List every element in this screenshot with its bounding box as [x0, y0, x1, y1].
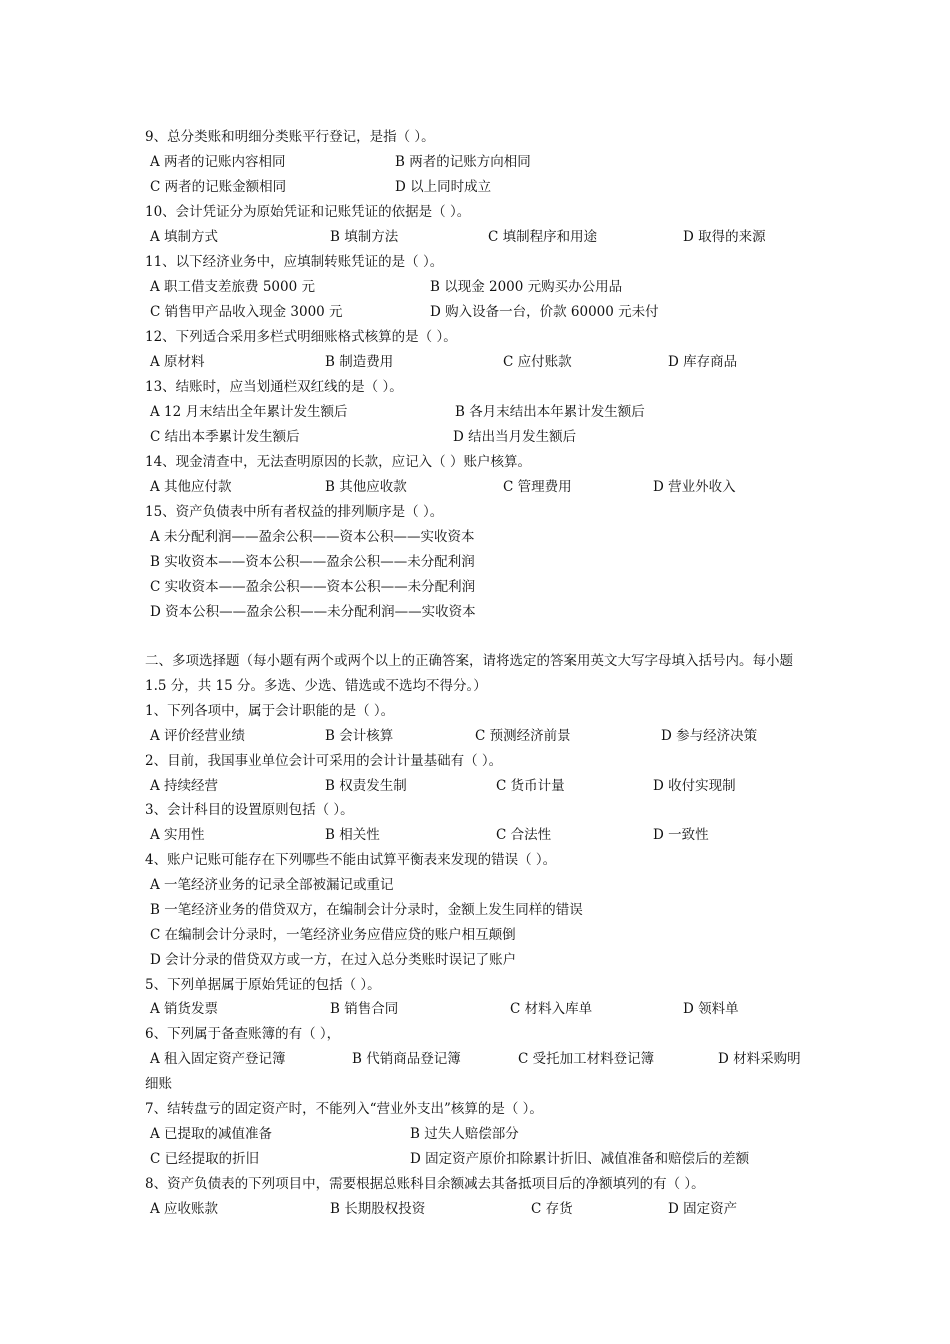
option-d: D 结出当月发生额后 [453, 429, 577, 445]
multi-question-5: 5、下列单据属于原始凭证的包括（ ）。 [145, 977, 381, 993]
option-b: B 制造费用 [325, 354, 394, 370]
section-2-heading: 二、多项选择题（每小题有两个或两个以上的正确答案，请将选定的答案用英文大写字母填入括号内。每小题 1.5 分，共 15 分。多选、少选、错选或不选均不得分。） [145, 653, 793, 694]
option-c: C 在编制会计分录时，一笔经济业务应借应贷的账户相互颠倒 [150, 927, 516, 943]
option-d: D 取得的来源 [683, 229, 766, 245]
option-c: C 销售甲产品收入现金 3000 元 [150, 304, 343, 320]
question-12: 12、下列适合采用多栏式明细账格式核算的是（ ）。 [145, 329, 457, 345]
question-10: 10、会计凭证分为原始凭证和记账凭证的依据是（ ）。 [145, 204, 471, 220]
option-c: C 应付账款 [503, 354, 572, 370]
option-b: B 权责发生制 [325, 778, 407, 794]
option-d: D 库存商品 [668, 354, 738, 370]
option-a: A 原材料 [150, 354, 205, 370]
option-c: C 已经提取的折旧 [150, 1151, 260, 1167]
option-c: C 存货 [531, 1201, 573, 1217]
option-b: B 一笔经济业务的借贷双方，在编制会计分录时，金额上发生同样的错误 [150, 902, 583, 918]
option-b: B 其他应收款 [325, 479, 407, 495]
option-a: A 租入固定资产登记簿 [150, 1051, 286, 1067]
option-b: B 代销商品登记簿 [352, 1051, 461, 1067]
option-b: B 各月末结出本年累计发生额后 [455, 404, 645, 420]
option-a: A 填制方式 [150, 229, 219, 245]
option-b: B 长期股权投资 [330, 1201, 426, 1217]
option-c: C 填制程序和用途 [488, 229, 598, 245]
question-9: 9、总分类账和明细分类账平行登记，是指（ ）。 [145, 129, 435, 145]
option-a: A 两者的记账内容相同 [150, 154, 286, 170]
option-d: D 资本公积——盈余公积——未分配利润——实收资本 [150, 604, 476, 620]
option-d: D 一致性 [653, 827, 709, 843]
option-c: C 结出本季累计发生额后 [150, 429, 300, 445]
option-a: A 销货发票 [150, 1001, 219, 1017]
option-b: B 过失人赔偿部分 [410, 1126, 519, 1142]
option-a: A 一笔经济业务的记录全部被漏记或重记 [150, 877, 394, 893]
option-c: C 两者的记账金额相同 [150, 179, 287, 195]
multi-question-2: 2、目前，我国事业单位会计可采用的会计计量基础有（ ）。 [145, 753, 503, 769]
option-a: A 职工借支差旅费 5000 元 [150, 279, 315, 295]
option-c: C 实收资本——盈余公积——资本公积——未分配利润 [150, 579, 476, 595]
option-b: B 会计核算 [325, 728, 394, 744]
option-c: C 受托加工材料登记簿 [518, 1051, 655, 1067]
option-d: D 收付实现制 [653, 778, 736, 794]
question-15: 15、资产负债表中所有者权益的排列顺序是（ ）。 [145, 504, 444, 520]
option-a: A 评价经营业绩 [150, 728, 246, 744]
option-d: D 固定资产原价扣除累计折旧、减值准备和赔偿后的差额 [410, 1151, 750, 1167]
option-b: B 两者的记账方向相同 [395, 154, 531, 170]
option-b: B 相关性 [325, 827, 380, 843]
multi-question-6: 6、下列属于备查账簿的有（ ）， [145, 1026, 341, 1042]
option-d: D 领料单 [683, 1001, 739, 1017]
option-a: A 未分配利润——盈余公积——资本公积——实收资本 [150, 529, 475, 545]
option-d: D 材料采购明 [718, 1051, 801, 1067]
option-b: B 以现金 2000 元购买办公用品 [430, 279, 623, 295]
question-11: 11、以下经济业务中，应填制转账凭证的是（ ）。 [145, 254, 444, 270]
option-a: A 应收账款 [150, 1201, 219, 1217]
option-d: D 参与经济决策 [661, 728, 758, 744]
option-b: B 填制方法 [330, 229, 399, 245]
option-a: A 已提取的减值准备 [150, 1126, 273, 1142]
option-b: B 销售合同 [330, 1001, 399, 1017]
option-d: D 固定资产 [668, 1201, 738, 1217]
multi-question-7: 7、结转盘亏的固定资产时，不能列入“营业外支出”核算的是（ ）。 [145, 1101, 543, 1117]
question-13: 13、结账时，应当划通栏双红线的是（ ）。 [145, 379, 403, 395]
multi-question-8: 8、资产负债表的下列项目中，需要根据总账科目余额减去其备抵项目后的净额填列的有（ ）。 [145, 1176, 705, 1192]
option-d: D 营业外收入 [653, 479, 736, 495]
option-d-continuation: 细账 [145, 1076, 172, 1092]
multi-question-3: 3、会计科目的设置原则包括（ ）。 [145, 802, 354, 818]
option-c: C 货币计量 [496, 778, 565, 794]
multi-question-1: 1、下列各项中，属于会计职能的是（ ）。 [145, 703, 395, 719]
option-c: C 预测经济前景 [475, 728, 571, 744]
question-14: 14、现金清查中，无法查明原因的长款，应记入（ ）账户核算。 [145, 454, 531, 470]
option-b: B 实收资本——资本公积——盈余公积——未分配利润 [150, 554, 475, 570]
option-d: D 会计分录的借贷双方或一方，在过入总分类账时误记了账户 [150, 952, 517, 968]
multi-question-4: 4、账户记账可能存在下列哪些不能由试算平衡表来发现的错误（ ）。 [145, 852, 557, 868]
option-a: A 持续经营 [150, 778, 219, 794]
option-c: C 管理费用 [503, 479, 572, 495]
option-a: A 实用性 [150, 827, 205, 843]
option-a: A 其他应付款 [150, 479, 232, 495]
option-c: C 材料入库单 [510, 1001, 593, 1017]
option-c: C 合法性 [496, 827, 552, 843]
option-d: D 购入设备一台，价款 60000 元未付 [430, 304, 659, 320]
option-a: A 12 月末结出全年累计发生额后 [150, 404, 348, 420]
option-d: D 以上同时成立 [395, 179, 492, 195]
